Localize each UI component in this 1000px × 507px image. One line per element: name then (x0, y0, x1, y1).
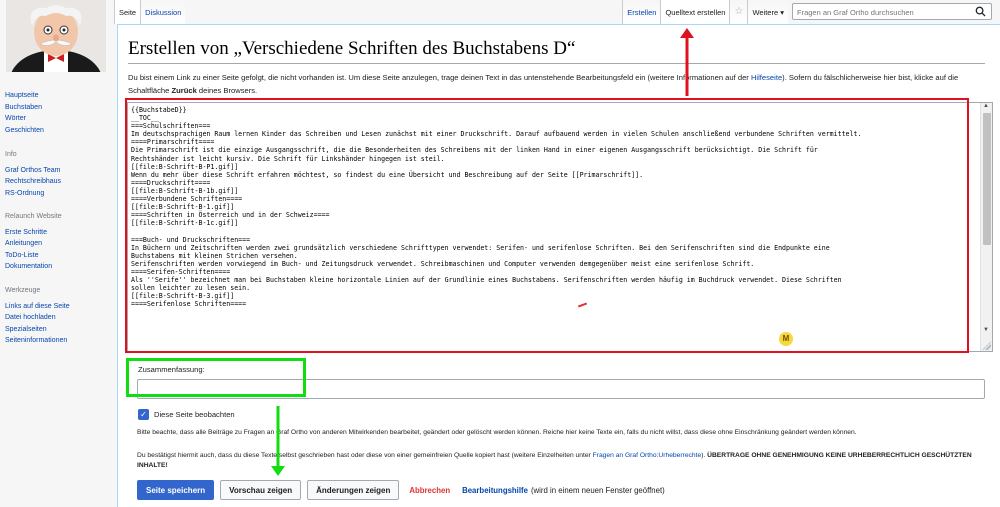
intro-text (128, 71, 988, 97)
show-changes-button[interactable]: Änderungen zeigen (307, 480, 399, 500)
edit-actions (137, 480, 665, 500)
edit-notice-2 (137, 451, 987, 470)
sidebar-navigation (5, 90, 115, 136)
save-button[interactable]: Seite speichern (137, 480, 214, 500)
sidebar-item-buchstaben[interactable]: Buchstaben (5, 103, 42, 111)
editor-scrollbar[interactable] (980, 103, 992, 351)
search-box (792, 3, 992, 20)
sidebar-item-links-auf-diese-seite[interactable]: Links auf diese Seite (5, 302, 70, 310)
sidebar-item-dokumentation[interactable]: Dokumentation (5, 263, 53, 270)
tab-seite[interactable]: Seite (114, 0, 140, 24)
scroll-up-icon[interactable]: ▲ (983, 103, 989, 109)
annotation-red-arrow-icon (680, 28, 694, 98)
sidebar-item-woerter[interactable]: Wörter (5, 115, 26, 122)
sidebar-item-datei-hochladen[interactable]: Datei hochladen (5, 314, 56, 321)
sidebar-relaunch-section (5, 211, 115, 273)
logo-image (6, 0, 106, 72)
sidebar-item-graf-orthos-team[interactable]: Graf Orthos Team (5, 166, 61, 174)
notice-2-part-a: Du bestätigst hiermit auch, dass du diese Texte selbst geschrieben hast oder diese von einer gemeinfreien Quelle kopiert hast (weitere Einzelheiten unter (137, 452, 593, 459)
intro-part-2: ). Sofern du fälschlicherweise hier bist, klicke auf die Schaltfläche (128, 73, 959, 95)
more-menu[interactable]: Weitere ▾ (747, 0, 788, 24)
watch-label[interactable]: Diese Seite beobachten (154, 409, 235, 419)
annotation-green-arrow-icon (271, 406, 285, 478)
sidebar-item-seiteninformationen[interactable]: Seiteninformationen (5, 337, 68, 344)
sidebar-info-section (5, 149, 115, 199)
editing-help-link[interactable]: Bearbeitungshilfe (462, 485, 528, 495)
watch-checkbox-row[interactable] (138, 408, 235, 420)
copyright-warning: ÜBERTRAGE OHNE GENEHMIGUNG KEINE URHEBERRECHTLICH GESCHÜTZTEN INHALTE! (137, 452, 972, 469)
help-note: (wird in einem neuen Fenster geöffnet) (530, 485, 665, 495)
tab-erstellen[interactable]: Erstellen (622, 0, 660, 24)
extension-badge-icon[interactable]: M (779, 332, 793, 346)
intro-part-1: Du bist einem Link zu einer Seite gefolgt, die nicht vorhanden ist. Um diese Seite anzulegen, trage deinen Text in das untenstehende Bearbeitungsfeld ein (weitere Informationen auf der (128, 73, 751, 82)
summary-label: Zusammenfassung: (138, 365, 205, 374)
edit-notice-1: Bitte beachte, dass alle Beiträge zu Fragen an Graf Ortho von anderen Mitwirkenden bearbeitet, geändert oder gelöscht werden können. Reiche hier keine Texte ein, falls du nicht willst, dass diese ohne Einschränkung geändert werden können. (137, 429, 857, 436)
tab-quelltext-erstellen[interactable]: Quelltext erstellen (660, 0, 729, 24)
view-tabs (622, 0, 788, 24)
resize-handle-icon[interactable] (982, 341, 991, 350)
preview-button[interactable]: Vorschau zeigen (220, 480, 301, 500)
sidebar-item-anleitungen[interactable]: Anleitungen (5, 240, 42, 247)
sidebar-item-geschichten[interactable]: Geschichten (5, 126, 44, 134)
sidebar (0, 0, 118, 507)
tab-diskussion[interactable]: Diskussion (140, 0, 185, 24)
sidebar-tools-heading: Werkzeuge (5, 287, 41, 294)
sidebar-item-hauptseite[interactable]: Hauptseite (5, 92, 39, 99)
star-icon[interactable]: ☆ (729, 0, 747, 24)
intro-part-3: deines Browsers. (196, 86, 258, 95)
sidebar-item-spezialseiten[interactable]: Spezialseiten (5, 325, 47, 333)
scrollbar-thumb[interactable] (983, 113, 991, 245)
sidebar-item-rechtschreibhaus[interactable]: Rechtschreibhaus (5, 178, 62, 185)
annotation-red-box (125, 98, 969, 353)
graf-ortho-logo[interactable] (6, 0, 106, 72)
intro-bold-zurueck: Zurück (171, 86, 197, 95)
scroll-down-icon[interactable]: ▼ (983, 327, 989, 333)
wikitext-content[interactable]: {{BuchstabeD}} __TOC__ ===Schulschriften=== Im deutschsprachigen Raum lernen Kinder das Schreiben und Lesen zunächst mit einer Druckschrift. Darauf aufbauend werden in vielen Schulen anschließend verbundene Schriften vermittelt. ====Primarschrift==== Die Primarschrift ist die einzige Ausgangsschrift, die die Besonderheiten des Schreibens mit der linken Hand in einer eigenen Ausgangsschrift berücksichtigt. Die Schrift für Rechtshänder ist leicht kursiv. Die Schrift für Linkshänder hingegen ist steil. [[file:B-Schrift-B-P1.gif]] Wenn du mehr über diese Schrift erfahren möchtest, so findest du eine Übersicht und Beschreibung auf der Seite [[Primarschrift]]. ====Druckschrift==== [[file:B-Schrift-B-1b.gif]] ====Verbundene Schriften==== [[file:B-Schrift-B-1.gif]] ====Schriften in Österreich und in der Schweiz==== [[file:B-Schrift-B-1c.gif]] ===Buch- und Druckschriften=== In Büchern und Zeitschriften werden zwei grundsätzlich verschiedene Schrifttypen verwendet: Serifen- und serifenlose Schriften. Bei den Serifenschriften sind die Endpunkte eine Buchstabens mit kleinen Strichen versehen. Serifenschriften werden vorwiegend im Buch- und Zeitungsdruck verwendet. Schreibmaschinen und Computer verwenden demgegenüber meist eine serifenlose Schrift. ====Serifen-Schriften==== Als ''Serife'' bezeichnet man bei Buchstaben kleine horizontale Linien auf der Grundlinie eines Buchstabens. Serifenschriften werden häufig im Buchdruck verwendet. Diese Schriften sollen leichter zu lesen sein. [[file:B-Schrift-B-3.gif]] ====Serifenlose Schriften==== (131, 106, 862, 309)
sidebar-tools-section (5, 285, 115, 347)
hilfeseite-link[interactable]: Hilfeseite (750, 73, 783, 82)
cancel-link[interactable]: Abbrechen (409, 485, 451, 495)
sidebar-item-erste-schritte[interactable]: Erste Schritte (5, 228, 48, 236)
title-divider (128, 63, 985, 64)
sidebar-relaunch-heading: Relaunch Website (5, 213, 62, 220)
sidebar-info-heading: Info (5, 151, 17, 158)
sidebar-item-todo-liste[interactable]: ToDo-Liste (5, 251, 39, 259)
copyright-link[interactable]: Fragen an Graf Ortho:Urheberrechte (592, 452, 702, 459)
search-input[interactable] (797, 6, 967, 18)
checkbox-checked-icon[interactable]: ✓ (138, 409, 149, 420)
notice-2-part-b: ). (701, 452, 708, 459)
page-title: Erstellen von „Verschiedene Schriften des Buchstabens D“ (128, 38, 576, 59)
namespace-tabs (114, 0, 185, 24)
annotation-green-box (126, 358, 306, 397)
search-icon[interactable] (975, 6, 986, 17)
sidebar-item-rs-ordnung[interactable]: RS-Ordnung (5, 189, 45, 197)
